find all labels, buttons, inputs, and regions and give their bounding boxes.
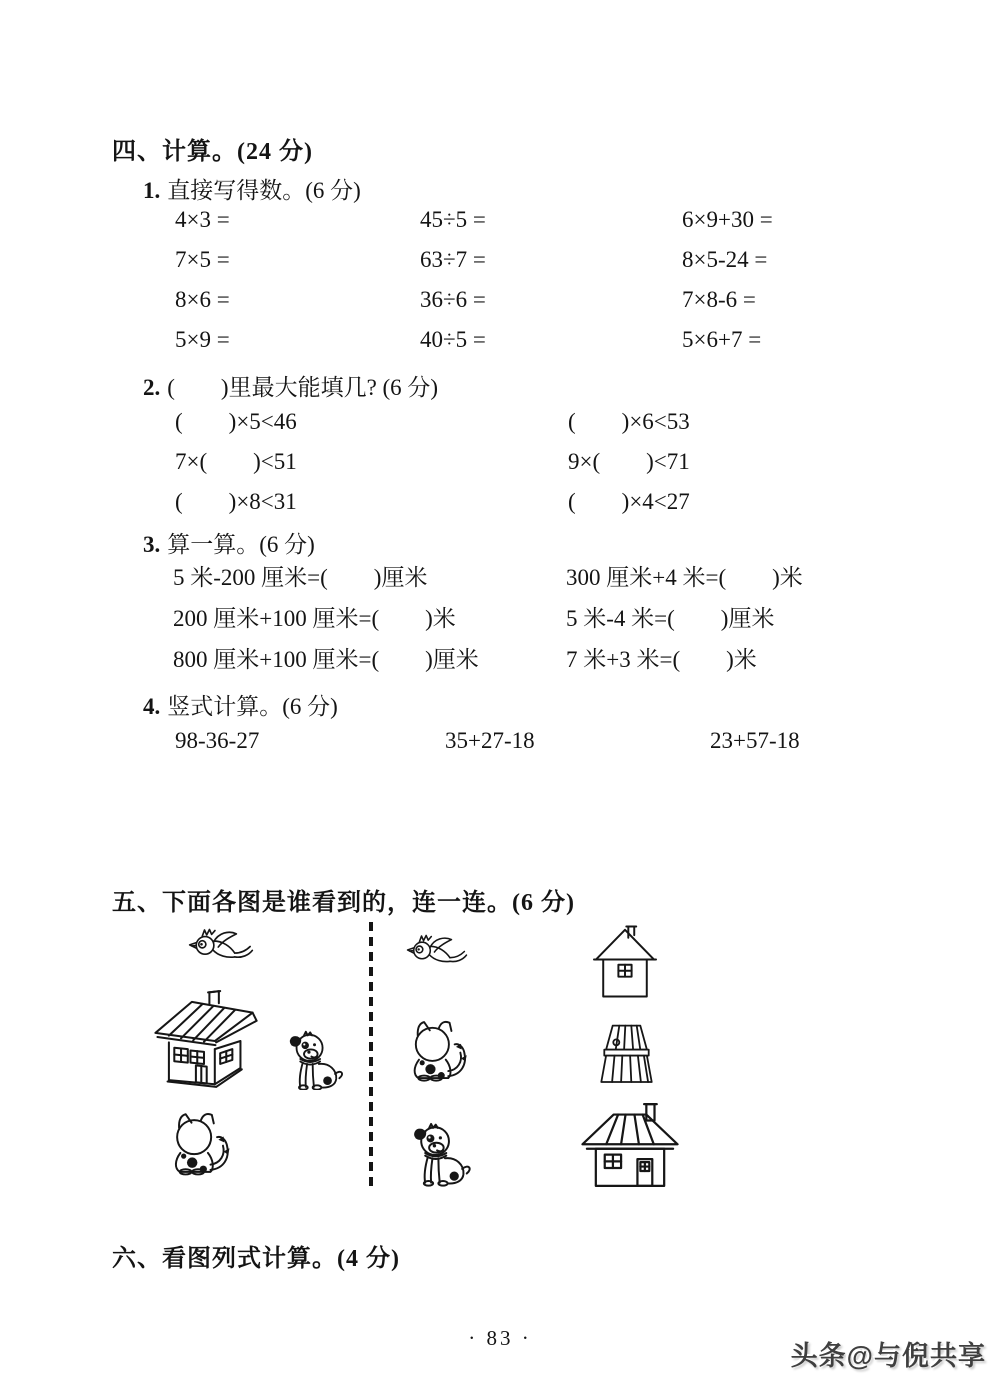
sub-question-1-heading: [143, 172, 361, 205]
math-expression: 45÷5 =: [420, 207, 486, 232]
question-title: 竖式计算。(6 分): [167, 694, 338, 719]
math-expression: ( )×4<27: [568, 489, 690, 514]
question-title: 直接写得数。(6 分): [167, 178, 361, 203]
math-expression: ( )×6<53: [568, 409, 690, 434]
vertical-calculation-grid: [175, 727, 800, 754]
house-3d-drawing: [150, 988, 258, 1090]
cat-drawing: [166, 1112, 238, 1178]
math-expression: 9×( )<71: [568, 449, 690, 474]
question-number: 4.: [143, 694, 161, 719]
section-five-title: 五、下面各图是谁看到的，连一连。(6 分): [112, 890, 575, 916]
section-six-title: 六、看图列式计算。(4 分): [112, 1246, 400, 1272]
sub-question-2-heading: [143, 369, 438, 402]
bird-drawing: [406, 930, 468, 973]
section-four-title: 四、计算。(24 分): [112, 139, 313, 165]
math-expression: 98-36-27: [175, 728, 260, 753]
dog-drawing: [286, 1028, 348, 1090]
math-expression: 8×5-24 =: [682, 247, 768, 272]
question-number: 3.: [143, 532, 161, 557]
dashed-divider: [369, 922, 373, 1192]
math-expression: 5 米-200 厘米=( )厘米: [173, 565, 428, 590]
math-expression: 6×9+30 =: [682, 207, 773, 232]
math-expression: 800 厘米+100 厘米=( )厘米: [173, 647, 479, 672]
math-expression: 40÷5 =: [420, 327, 486, 352]
bird-drawing: [188, 924, 254, 969]
math-expression: 200 厘米+100 厘米=( )米: [173, 606, 456, 631]
question-number: 2.: [143, 375, 161, 400]
roof-top-view-drawing: [596, 1022, 657, 1085]
math-expression: 7×( )<51: [175, 449, 297, 474]
math-expression: 7×5 =: [175, 247, 230, 272]
sub-question-4-heading: [143, 688, 338, 721]
max-fill-grid: [175, 408, 690, 515]
math-expression: 23+57-18: [710, 728, 800, 753]
question-number: 1.: [143, 178, 161, 203]
math-expression: 36÷6 =: [420, 287, 486, 312]
math-expression: ( )×8<31: [175, 489, 297, 514]
sub-question-3-heading: [143, 526, 315, 559]
math-expression: ( )×5<46: [175, 409, 297, 434]
house-side-view-drawing: [578, 1098, 682, 1195]
math-expression: 5×9 =: [175, 327, 230, 352]
watermark: 头条@与倪共享: [790, 1341, 986, 1371]
unit-conversion-grid: [173, 564, 803, 673]
math-expression: 63÷7 =: [420, 247, 486, 272]
math-expression: 35+27-18: [445, 728, 535, 753]
page-number: · 83 ·: [468, 1326, 532, 1350]
question-title: 算一算。(6 分): [167, 532, 315, 557]
math-expression: 8×6 =: [175, 287, 230, 312]
math-expression: 7 米+3 米=( )米: [566, 647, 757, 672]
direct-calculation-grid: [175, 206, 773, 353]
question-title: ( )里最大能填几? (6 分): [167, 375, 439, 400]
house-front-view-drawing: [592, 921, 658, 1002]
math-expression: 4×3 =: [175, 207, 230, 232]
cat-drawing: [405, 1019, 475, 1085]
math-expression: 300 厘米+4 米=( )米: [566, 565, 803, 590]
math-expression: 5 米-4 米=( )厘米: [566, 606, 775, 631]
math-expression: 7×8-6 =: [682, 287, 756, 312]
dog-drawing: [410, 1118, 476, 1188]
math-expression: 5×6+7 =: [682, 327, 762, 352]
